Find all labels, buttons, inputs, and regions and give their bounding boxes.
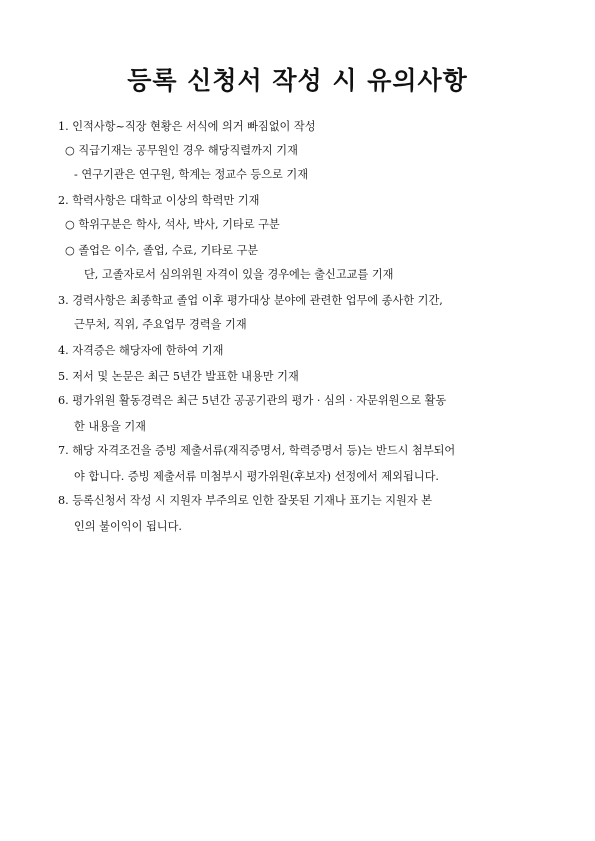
- item-1: 1. 인적사항~직장 현황은 서식에 의거 빠짐없이 작성: [58, 120, 316, 133]
- item-3: 3. 경력사항은 최종학교 졸업 이후 평가대상 분야에 관련한 업무에 종사한 기간,: [58, 294, 443, 307]
- item-8: 8. 등록신청서 작성 시 지원자 부주의로 인한 잘못된 기재나 표기는 지원자 본: [58, 494, 433, 507]
- item-3-continued: 근무처, 직위, 주요업무 경력을 기재: [74, 318, 247, 331]
- item-6-continued: 한 내용을 기재: [74, 420, 146, 433]
- item-2-note: 단, 고졸자로서 심의위원 자격이 있을 경우에는 출신고교를 기재: [84, 268, 394, 281]
- item-5: 5. 저서 및 논문은 최근 5년간 발표한 내용만 기재: [58, 370, 299, 383]
- item-4: 4. 자격증은 해당자에 한하여 기재: [58, 344, 224, 357]
- item-7-continued: 야 합니다. 증빙 제출서류 미첨부시 평가위원(후보자) 선정에서 제외됩니다.: [74, 470, 439, 483]
- item-2-sub-1: ○ 학위구분은 학사, 석사, 박사, 기타로 구분: [65, 218, 280, 231]
- item-8-continued: 인의 불이익이 됩니다.: [74, 520, 182, 533]
- item-1-sub-1: ○ 직급기재는 공무원인 경우 해당직렬까지 기재: [65, 144, 298, 157]
- item-6: 6. 평가위원 활동경력은 최근 5년간 공공기관의 평가 · 심의 · 자문위원으로 활동: [58, 394, 447, 407]
- item-2: 2. 학력사항은 대학교 이상의 학력만 기재: [58, 194, 260, 207]
- item-1-sub-2: - 연구기관은 연구원, 학계는 정교수 등으로 기재: [74, 168, 309, 181]
- item-7: 7. 해당 자격조건을 증빙 제출서류(재직증명서, 학력증명서 등)는 반드시 첨부되어: [58, 444, 456, 457]
- item-2-sub-2: ○ 졸업은 이수, 졸업, 수료, 기타로 구분: [65, 244, 259, 257]
- document-title: 등록 신청서 작성 시 유의사항: [127, 66, 468, 95]
